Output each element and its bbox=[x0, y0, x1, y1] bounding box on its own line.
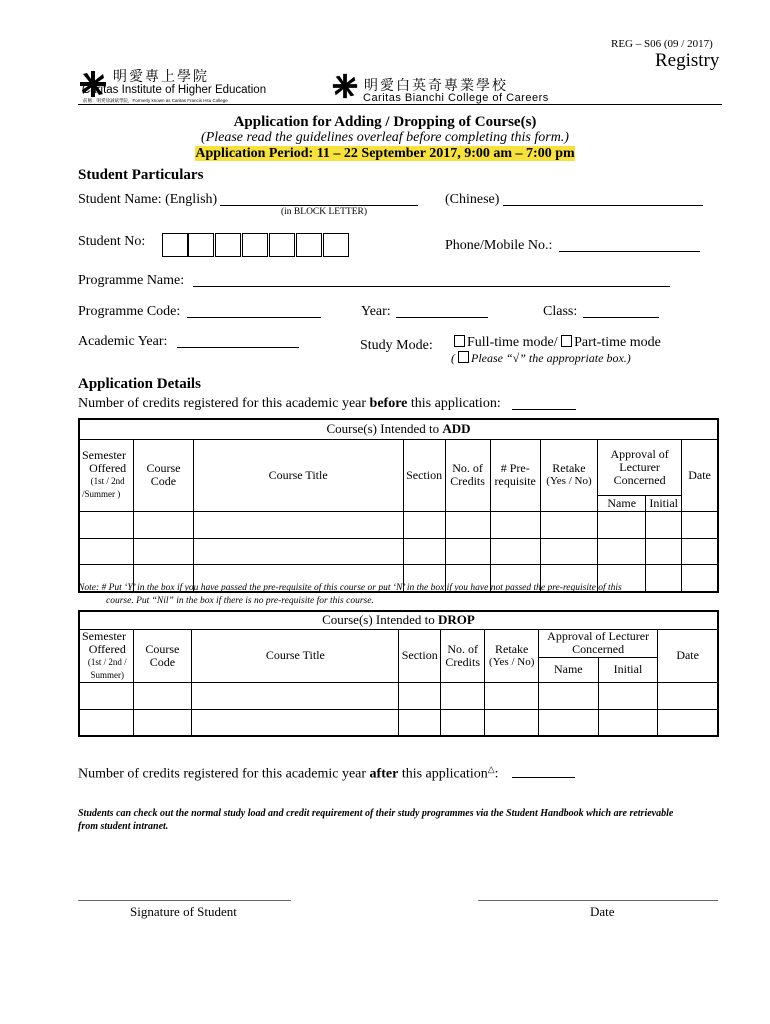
table-cell[interactable] bbox=[539, 682, 599, 709]
table-cell[interactable] bbox=[79, 538, 134, 564]
prerequisite-note-line1: Note: # Put ‘Y’ in the box if you have passed the pre-requisite of this course or put ‘N’ in the box if you have not passed the pre-requisite of this bbox=[78, 583, 622, 593]
signature-date-label: Date bbox=[590, 904, 615, 919]
table-cell[interactable] bbox=[598, 511, 646, 538]
col-course-label: Course bbox=[145, 641, 180, 656]
col-pre-label: # Pre- bbox=[500, 461, 530, 475]
col-credits bbox=[445, 439, 490, 511]
table-cell[interactable] bbox=[399, 682, 440, 709]
col-yes-no-label: (Yes / No) bbox=[546, 475, 592, 487]
credits-after-bold: after bbox=[369, 766, 399, 782]
col-approval-line1: Approval of bbox=[610, 446, 669, 461]
col-date: Date bbox=[658, 629, 718, 682]
col-retake bbox=[485, 629, 539, 682]
table-cell[interactable] bbox=[440, 682, 484, 709]
institute1-former-name: 前稱：明愛徐誠斌學院，Formerly known as Caritas Francis Hsu College bbox=[83, 98, 228, 103]
col-retake-label: Retake bbox=[552, 461, 586, 475]
col-credits bbox=[440, 629, 484, 682]
table-cell[interactable] bbox=[598, 709, 658, 736]
col-name: Name bbox=[598, 495, 646, 511]
institute2-chinese-name: 明愛白英奇專業學校 bbox=[364, 77, 508, 93]
student-no-digit-box[interactable] bbox=[323, 233, 349, 257]
col-initial: Initial bbox=[646, 495, 682, 511]
part-time-label: Part-time mode bbox=[574, 335, 661, 350]
col-offered-label: Offered bbox=[89, 461, 127, 475]
form-title: Application for Adding / Dropping of Course(s) bbox=[233, 114, 537, 130]
document-code: REG – S06 (09 / 2017) bbox=[611, 38, 713, 50]
credits-before-prefix: Number of credits registered for this academic year bbox=[78, 396, 370, 411]
drop-table-row bbox=[79, 709, 718, 736]
credits-after-prefix: Number of credits registered for this academic year bbox=[78, 766, 370, 782]
credits-after-colon: : bbox=[494, 766, 499, 782]
col-semester-label: Semester bbox=[82, 628, 126, 643]
drop-table-row bbox=[79, 682, 718, 709]
table-cell[interactable] bbox=[133, 682, 192, 709]
student-signature-field[interactable] bbox=[78, 900, 291, 901]
phone-label: Phone/Mobile No.: bbox=[445, 238, 553, 253]
col-approval bbox=[598, 439, 682, 495]
year-field[interactable] bbox=[396, 317, 488, 318]
table-cell[interactable] bbox=[403, 511, 445, 538]
table-cell[interactable] bbox=[79, 709, 133, 736]
col-section: Section bbox=[403, 439, 445, 511]
add-table-title-text: Course(s) Intended to bbox=[326, 421, 443, 437]
col-credits-label: Credits bbox=[450, 474, 485, 488]
col-credits-label: Credits bbox=[445, 654, 481, 669]
col-date: Date bbox=[682, 439, 718, 511]
study-mode-options bbox=[454, 335, 661, 351]
full-time-checkbox[interactable] bbox=[454, 335, 465, 347]
student-signature-label: Signature of Student bbox=[130, 904, 237, 919]
col-no-of-label: No. of bbox=[447, 641, 479, 656]
col-initial: Initial bbox=[598, 657, 658, 682]
table-cell[interactable] bbox=[485, 682, 539, 709]
study-mode-label: Study Mode: bbox=[360, 338, 433, 353]
table-cell[interactable] bbox=[192, 682, 399, 709]
table-cell[interactable] bbox=[79, 511, 134, 538]
tick-instruction-box-icon bbox=[458, 351, 469, 363]
handbook-note-line2: from student intranet. bbox=[78, 821, 169, 832]
student-no-digit-box[interactable] bbox=[162, 233, 188, 257]
table-cell[interactable] bbox=[399, 709, 440, 736]
tick-instruction bbox=[451, 351, 631, 366]
year-label: Year: bbox=[361, 304, 391, 319]
table-cell[interactable] bbox=[445, 538, 490, 564]
triangle-mark-icon: △ bbox=[487, 764, 495, 774]
table-cell[interactable] bbox=[682, 564, 718, 592]
table-cell[interactable] bbox=[646, 564, 682, 592]
signature-date-field[interactable] bbox=[478, 900, 718, 901]
col-section: Section bbox=[399, 629, 440, 682]
col-approval-line1: Approval of Lecturer bbox=[547, 629, 650, 643]
table-cell[interactable] bbox=[539, 709, 599, 736]
table-cell[interactable] bbox=[134, 538, 193, 564]
table-cell[interactable] bbox=[682, 538, 718, 564]
credits-before-text bbox=[78, 396, 501, 412]
col-semester-options: (1st / 2nd bbox=[90, 476, 125, 486]
col-retake bbox=[540, 439, 597, 511]
drop-table-title-text: Course(s) Intended to bbox=[322, 612, 439, 628]
add-table-row bbox=[79, 511, 718, 538]
table-cell[interactable] bbox=[440, 709, 484, 736]
table-cell[interactable] bbox=[445, 511, 490, 538]
student-no-digit-box[interactable] bbox=[188, 233, 214, 257]
table-cell[interactable] bbox=[485, 709, 539, 736]
table-cell[interactable] bbox=[403, 538, 445, 564]
col-semester bbox=[79, 629, 133, 682]
tick-instruction-text: Please “√” the appropriate box.) bbox=[471, 351, 631, 365]
class-label: Class: bbox=[543, 304, 578, 319]
table-cell[interactable] bbox=[540, 538, 597, 564]
col-semester-options: (1st / 2nd / bbox=[87, 656, 127, 667]
programme-name-field[interactable] bbox=[193, 286, 670, 287]
phone-field[interactable] bbox=[559, 251, 700, 252]
drop-courses-table bbox=[78, 610, 719, 737]
full-time-label: Full-time mode/ bbox=[467, 335, 558, 350]
col-approval bbox=[539, 629, 658, 657]
credits-before-bold: before bbox=[369, 396, 408, 411]
student-name-chinese-field[interactable] bbox=[503, 205, 703, 206]
institute1-chinese-name: 明愛專上學院 bbox=[113, 68, 209, 84]
academic-year-label: Academic Year: bbox=[78, 334, 168, 349]
col-course-title: Course Title bbox=[193, 439, 403, 511]
col-semester-label: Semester bbox=[82, 448, 126, 462]
col-code-label: Code bbox=[150, 474, 177, 488]
student-name-english-field[interactable] bbox=[220, 205, 418, 206]
credits-after-text bbox=[78, 764, 499, 783]
col-prerequisite bbox=[490, 439, 540, 511]
table-cell[interactable] bbox=[682, 511, 718, 538]
class-field[interactable] bbox=[583, 317, 659, 318]
drop-table-title-word: DROP bbox=[438, 612, 475, 628]
table-cell[interactable] bbox=[646, 538, 682, 564]
caritas-bianchi-logo-icon bbox=[331, 72, 359, 100]
col-name: Name bbox=[539, 657, 599, 682]
student-name-english-label: Student Name: (English) bbox=[78, 192, 218, 207]
col-approval-line2: Concerned bbox=[572, 642, 625, 656]
col-semester bbox=[79, 439, 134, 511]
tick-instruction-paren: ( bbox=[451, 351, 455, 365]
credits-before-suffix: this application: bbox=[407, 396, 501, 411]
add-table-title-word: ADD bbox=[442, 421, 471, 437]
form-instruction: (Please read the guidelines overleaf before completing this form.) bbox=[201, 130, 569, 145]
add-table-row bbox=[79, 538, 718, 564]
table-cell[interactable] bbox=[490, 538, 540, 564]
col-semester-summer: /Summer ) bbox=[82, 489, 121, 499]
application-details-heading: Application Details bbox=[78, 376, 201, 392]
drop-table-title bbox=[79, 611, 718, 629]
table-cell[interactable] bbox=[598, 682, 658, 709]
student-no-digit-box[interactable] bbox=[269, 233, 295, 257]
programme-name-label: Programme Name: bbox=[78, 273, 185, 288]
department-label: Registry bbox=[655, 50, 720, 71]
col-code-label: Code bbox=[149, 654, 176, 669]
table-cell[interactable] bbox=[540, 511, 597, 538]
add-courses-table bbox=[78, 418, 719, 593]
part-time-checkbox[interactable] bbox=[561, 335, 572, 347]
table-cell[interactable] bbox=[658, 682, 718, 709]
table-cell[interactable] bbox=[134, 511, 193, 538]
table-cell[interactable] bbox=[79, 682, 133, 709]
col-course-title: Course Title bbox=[192, 629, 399, 682]
table-cell[interactable] bbox=[490, 511, 540, 538]
student-no-digit-box[interactable] bbox=[296, 233, 322, 257]
institute2-english-name: Caritas Bianchi College of Careers bbox=[363, 92, 549, 104]
credits-before-field[interactable] bbox=[512, 409, 576, 410]
handbook-note-line1: Students can check out the normal study load and credit requirement of their study programmes via the Student Handbook which are retrievable bbox=[78, 808, 674, 819]
programme-code-label: Programme Code: bbox=[78, 304, 181, 319]
table-cell[interactable] bbox=[192, 709, 399, 736]
col-yes-no-label: (Yes / No) bbox=[489, 655, 535, 668]
col-semester-summer: Summer) bbox=[90, 669, 125, 680]
student-no-label: Student No: bbox=[78, 234, 146, 249]
student-no-digit-box[interactable] bbox=[215, 233, 241, 257]
application-period: Application Period: 11 – 22 September 2017, 9:00 am – 7:00 pm bbox=[195, 146, 575, 161]
table-cell[interactable] bbox=[133, 709, 192, 736]
table-cell[interactable] bbox=[193, 538, 403, 564]
credits-after-field[interactable] bbox=[512, 777, 575, 778]
col-approval-line2: Lecturer bbox=[619, 459, 660, 474]
table-cell[interactable] bbox=[598, 538, 646, 564]
table-cell[interactable] bbox=[646, 511, 682, 538]
table-cell[interactable] bbox=[193, 511, 403, 538]
col-retake-label: Retake bbox=[495, 641, 529, 656]
credits-after-suffix: this application bbox=[398, 766, 488, 782]
col-offered-label: Offered bbox=[88, 641, 126, 656]
prerequisite-note-line2: course. Put “Nil” in the box if there is no pre-requisite for this course. bbox=[106, 596, 374, 606]
col-course-code bbox=[133, 629, 192, 682]
institute1-english-name: Caritas Institute of Higher Education bbox=[82, 84, 267, 96]
col-course-label: Course bbox=[146, 461, 181, 475]
header-divider bbox=[78, 104, 722, 105]
col-course-code bbox=[134, 439, 193, 511]
col-requisite-label: requisite bbox=[494, 474, 536, 488]
student-no-digit-box[interactable] bbox=[242, 233, 268, 257]
student-particulars-heading: Student Particulars bbox=[78, 167, 204, 183]
academic-year-field[interactable] bbox=[177, 347, 299, 348]
col-approval-line3: Concerned bbox=[613, 472, 666, 487]
table-cell[interactable] bbox=[658, 709, 718, 736]
col-no-of-label: No. of bbox=[452, 461, 483, 475]
programme-code-field[interactable] bbox=[187, 317, 321, 318]
add-table-title bbox=[79, 419, 718, 439]
block-letter-hint: (in BLOCK LETTER) bbox=[281, 207, 368, 217]
student-name-chinese-label: (Chinese) bbox=[445, 192, 500, 207]
